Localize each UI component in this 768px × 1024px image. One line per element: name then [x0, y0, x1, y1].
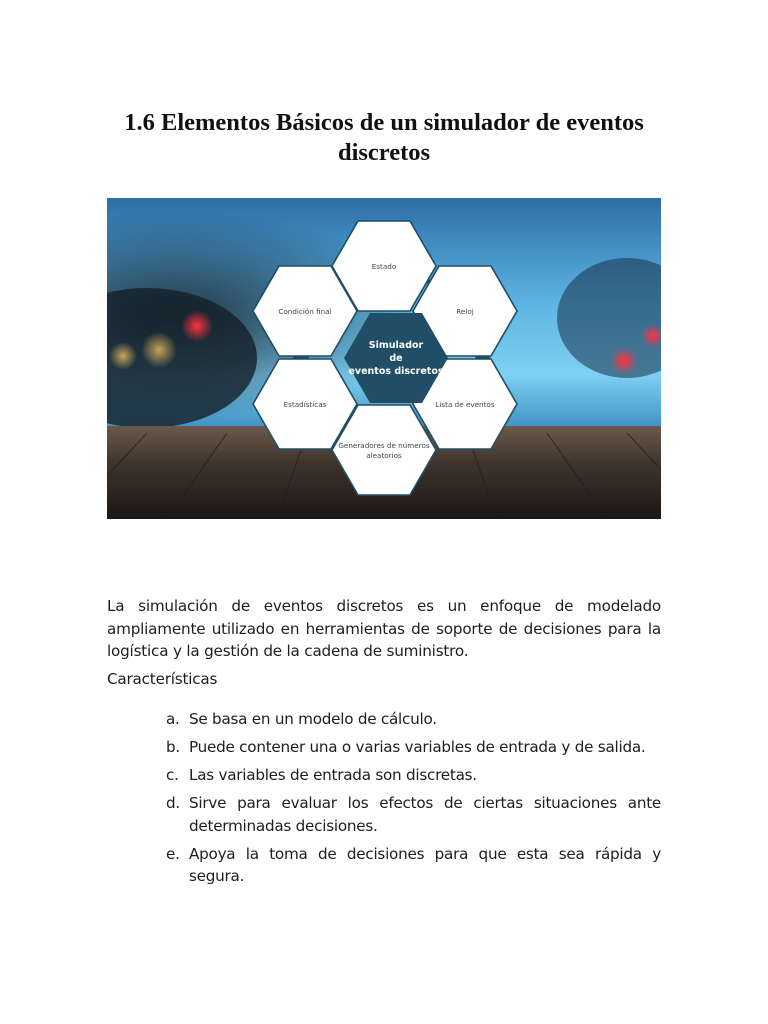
list-marker: d.	[166, 794, 180, 812]
characteristic-text: Se basa en un modelo de cálculo.	[189, 710, 437, 728]
list-marker: e.	[166, 844, 180, 863]
characteristic-item	[166, 708, 661, 731]
characteristic-text: Sirve para evaluar los efectos de ciertas situaciones ante determinadas decisiones.	[189, 794, 661, 835]
characteristic-item	[166, 764, 661, 787]
list-marker: b.	[166, 738, 180, 756]
center-label: de	[389, 353, 403, 364]
characteristic-text: Apoya la toma de decisiones para que esta sea rápida y segura.	[189, 844, 661, 885]
center-label: eventos discretos	[348, 366, 444, 377]
characteristic-text: Las variables de entrada son discretas.	[189, 766, 477, 784]
hexagon-lista-eventos-label: Lista de eventos	[435, 400, 495, 409]
simulator-diagram-image	[107, 198, 661, 519]
hexagon-estadisticas-label: Estadísticas	[283, 400, 327, 409]
hexagon-generadores-label: aleatorios	[366, 451, 402, 460]
characteristic-text: Puede contener una o varias variables de entrada y de salida.	[189, 738, 646, 756]
characteristic-item	[166, 843, 661, 888]
hexagon-condicion-final-label: Condición final	[278, 307, 332, 316]
hexagon-estado-label: Estado	[371, 262, 397, 271]
hexagon-reloj-label: Reloj	[456, 307, 474, 316]
intro-paragraph: La simulación de eventos discretos es un enfoque de modelado ampliamente utilizado en herramientas de soporte de decisiones para la logística y la gestión de la cadena de suministro.	[107, 597, 661, 661]
characteristic-item	[166, 792, 661, 837]
characteristic-item	[166, 736, 661, 759]
section-label: Características	[107, 670, 218, 688]
page-title: 1.6 Elementos Básicos de un simulador de eventos discretos	[124, 109, 644, 167]
bokeh-light	[181, 310, 213, 342]
list-marker: a.	[166, 710, 180, 728]
hexagon-generadores-label: Generadores de números	[338, 441, 430, 450]
list-marker: c.	[166, 766, 179, 784]
center-label: Simulador	[368, 340, 424, 351]
characteristics-list	[166, 708, 661, 893]
